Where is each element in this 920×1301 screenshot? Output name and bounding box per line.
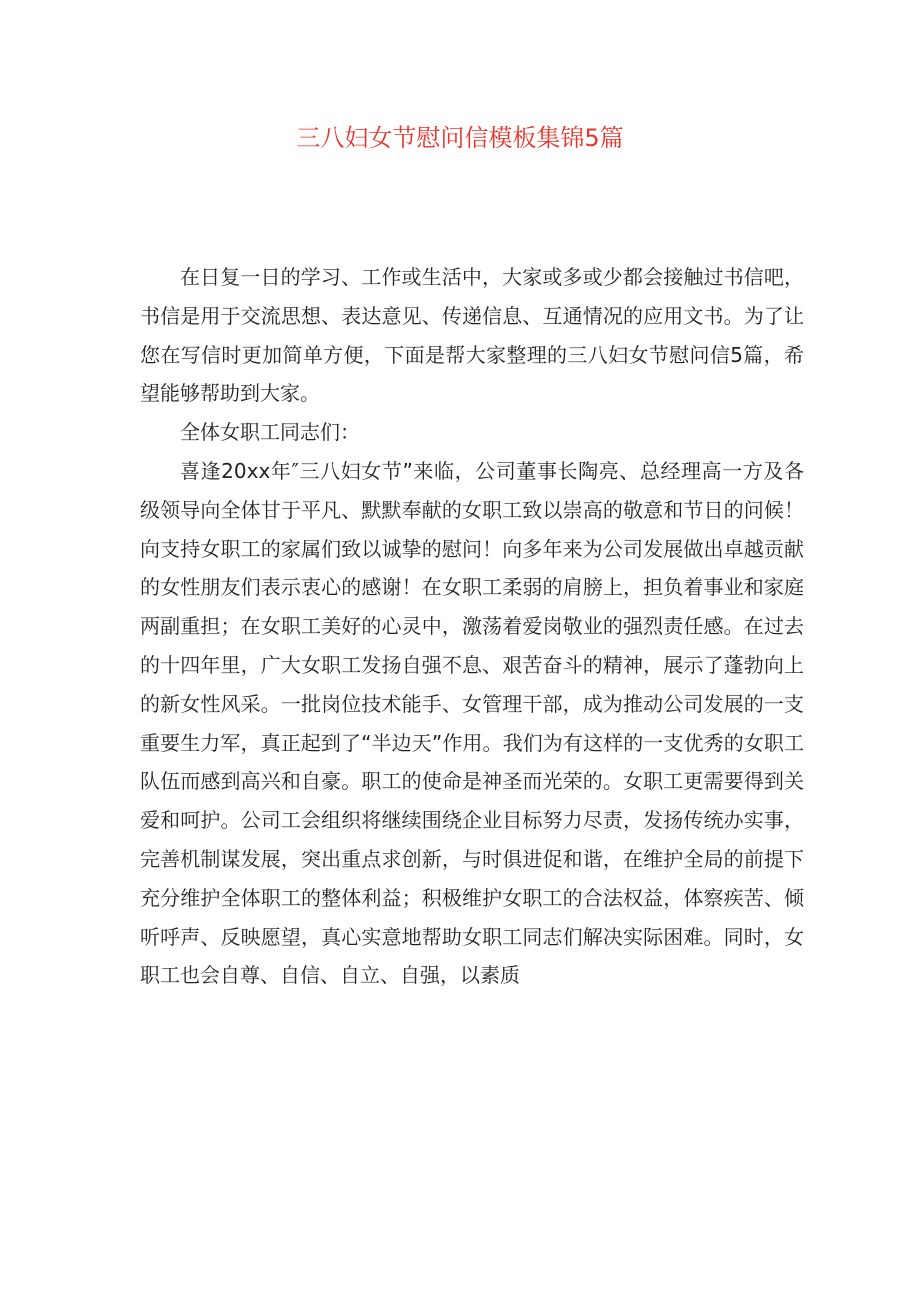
letter-body-paragraph: 喜逢20xx年″三八妇女节”来临，公司董事长陶亮、总经理高一方及各级领导向全体甘于平凡、默默奉献的女职工致以崇高的敬意和节日的问候！向支持女职工的家属们致以诚挚的慰问！向多年来为公司发展做出卓越贡献的女性朋友们表示衷心的感谢！在女职工柔弱的肩膀上，担负着事业和家庭两副重担；在女职工美好的心灵中，激荡着爱岗敬业的强烈责任感。在过去的十四年里，广大女职工发扬自强不息、艰苦奋斗的精神，展示了蓬勃向上的新女性风采。一批岗位技术能手、女管理干部，成为推动公司发展的一支重要生力军，真正起到了“半边天”作用。我们为有这样的一支优秀的女职工队伍而感到高兴和自豪。职工的使命是神圣而光荣的。女职工更需要得到关爱和呵护。公司工会组织将继续围绕企业目标努力尽责，发扬传统办实事，完善机制谋发展，突出重点求创新，与时俱进促和谐，在维护全局的前提下充分维护全体职工的整体利益；积极维护女职工的合法权益，体察疾苦、倾听呼声、反映愿望，真心实意地帮助女职工同志们解决实际困难。同时，女职工也会自尊、自信、自立、自强，以素质	[140, 458, 804, 988]
intro-paragraph: 在日复一日的学习、工作或生活中，大家或多或少都会接触过书信吧，书信是用于交流思想、表达意见、传递信息、互通情况的应用文书。为了让您在写信时更加简单方便，下面是帮大家整理的三八妇女节慰问信5篇，希望能够帮助到大家。	[140, 265, 804, 406]
document-title: 三八妇女节慰问信模板集锦5篇	[296, 124, 624, 152]
salutation-paragraph: 全体女职工同志们：	[180, 420, 360, 445]
document-body	[140, 258, 804, 995]
